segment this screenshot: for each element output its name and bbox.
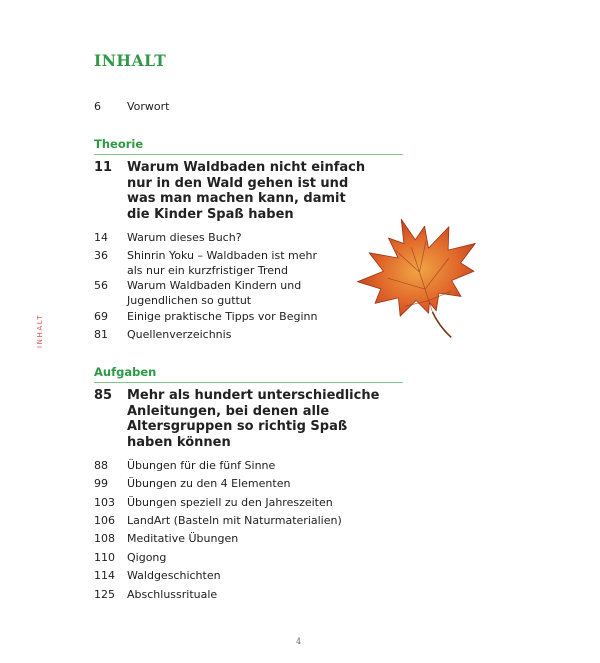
- toc-page-number: 108: [94, 532, 115, 545]
- toc-page-number: 36: [94, 249, 108, 262]
- page-number: 4: [296, 637, 302, 646]
- toc-page-number: 56: [94, 279, 108, 292]
- side-running-head: INHALT: [36, 313, 44, 348]
- title-line: nur in den Wald gehen ist und: [127, 175, 349, 191]
- toc-entry-title: Übungen zu den 4 Elementen: [127, 477, 291, 490]
- toc-feature-title: [127, 160, 382, 222]
- title-line: was man machen kann, damit: [127, 191, 346, 206]
- toc-page-number: 81: [94, 328, 108, 341]
- toc-entry-title: Einige praktische Tipps vor Beginn: [127, 310, 318, 323]
- section-heading-theorie: Theorie: [94, 137, 403, 155]
- toc-entry-title: Quellenverzeichnis: [127, 328, 232, 341]
- toc-entry-title: Übungen für die fünf Sinne: [127, 459, 276, 472]
- toc-entry-title: Übungen speziell zu den Jahreszeiten: [127, 496, 333, 509]
- title-line: als nur ein kurzfristiger Trend: [127, 264, 289, 277]
- title-line: Anleitungen, bei denen alle: [127, 403, 330, 419]
- title-line: Altersgruppen so richtig Spaß: [127, 419, 348, 434]
- toc-page-number: 6: [94, 100, 101, 113]
- toc-page-number: 114: [94, 569, 115, 582]
- section-heading-aufgaben: Aufgaben: [94, 365, 403, 383]
- title-line: Warum Waldbaden Kindern und: [127, 279, 302, 292]
- toc-page-number: 11: [94, 160, 113, 175]
- toc-page-number: 88: [94, 459, 108, 472]
- title-line: Shinrin Yoku – Waldbaden ist mehr: [127, 249, 317, 262]
- toc-entry-title: LandArt (Basteln mit Naturmaterialien): [127, 514, 342, 527]
- page-title: INHALT: [94, 51, 167, 70]
- toc-entry-title: Meditative Übungen: [127, 532, 239, 545]
- toc-page-number: 99: [94, 477, 108, 490]
- toc-page-number: 85: [94, 388, 113, 403]
- toc-entry-title: Abschlussrituale: [127, 588, 218, 601]
- toc-page-number: 125: [94, 588, 115, 601]
- toc-page-number: 103: [94, 496, 115, 509]
- title-line: die Kinder Spaß haben: [127, 206, 294, 222]
- toc-entry-title: Vorwort: [127, 100, 170, 113]
- maple-leaf-illustration: [346, 210, 496, 350]
- title-line: haben können: [127, 434, 231, 450]
- toc-page-number: 69: [94, 310, 108, 323]
- title-line: Mehr als hundert unterschiedliche: [127, 388, 380, 403]
- toc-page-number: 106: [94, 514, 115, 527]
- toc-feature-title: [127, 388, 382, 450]
- toc-page-number: 110: [94, 551, 115, 564]
- toc-page-number: 14: [94, 231, 108, 244]
- toc-entry-title: Waldgeschichten: [127, 569, 221, 582]
- toc-entry-title: Qigong: [127, 551, 167, 564]
- title-line: Warum Waldbaden nicht einfach: [127, 160, 366, 175]
- toc-entry-title: Warum dieses Buch?: [127, 231, 242, 244]
- title-line: Jugendlichen so guttut: [127, 294, 252, 307]
